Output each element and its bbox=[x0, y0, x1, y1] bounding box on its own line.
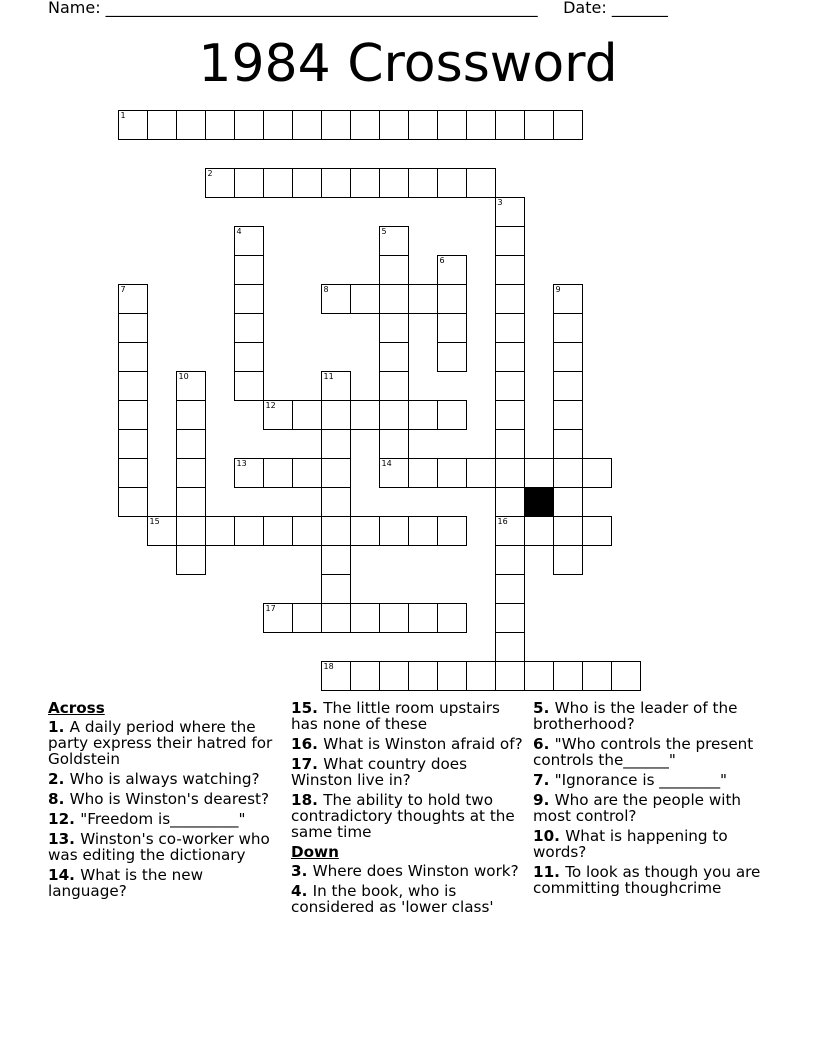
grid-cell[interactable] bbox=[437, 458, 467, 488]
grid-cell[interactable] bbox=[176, 371, 206, 401]
grid-cell[interactable] bbox=[379, 661, 409, 691]
grid-cell[interactable] bbox=[263, 110, 293, 140]
grid-cell[interactable] bbox=[582, 458, 612, 488]
grid-cell[interactable] bbox=[205, 516, 235, 546]
clue-num: 7. bbox=[533, 771, 555, 789]
grid-cell[interactable] bbox=[553, 661, 583, 691]
grid-cell[interactable] bbox=[321, 545, 351, 575]
grid-cell[interactable] bbox=[234, 255, 264, 285]
grid-cell[interactable] bbox=[582, 661, 612, 691]
grid-cell[interactable] bbox=[553, 342, 583, 372]
grid-cell[interactable] bbox=[234, 110, 264, 140]
grid-cell[interactable] bbox=[495, 255, 525, 285]
grid-cell[interactable] bbox=[263, 603, 293, 633]
across-heading: Across bbox=[48, 699, 105, 717]
clue-num: 18. bbox=[291, 791, 324, 809]
grid-cell[interactable] bbox=[292, 168, 322, 198]
grid-cell[interactable] bbox=[147, 110, 177, 140]
grid-cell[interactable] bbox=[379, 458, 409, 488]
clue-number: 12 bbox=[265, 400, 276, 410]
clue-text: The little room upstairs has none of these bbox=[291, 699, 500, 733]
grid-cell[interactable] bbox=[234, 313, 264, 343]
grid-cell[interactable] bbox=[437, 110, 467, 140]
grid-cell[interactable] bbox=[495, 574, 525, 604]
grid-cell[interactable] bbox=[437, 400, 467, 430]
grid-cell[interactable] bbox=[495, 313, 525, 343]
grid-cell[interactable] bbox=[408, 400, 438, 430]
grid-cell[interactable] bbox=[321, 371, 351, 401]
grid-cell[interactable] bbox=[408, 516, 438, 546]
grid-cell[interactable] bbox=[466, 661, 496, 691]
grid-block bbox=[524, 487, 554, 517]
grid-cell[interactable] bbox=[495, 429, 525, 459]
grid-cell[interactable] bbox=[263, 516, 293, 546]
clue bbox=[291, 792, 523, 840]
clue-text: "Freedom is_________" bbox=[80, 810, 246, 828]
clue bbox=[533, 736, 765, 768]
grid-cell[interactable] bbox=[118, 110, 148, 140]
clue-text: In the book, who is considered as 'lower class' bbox=[291, 882, 494, 916]
clue bbox=[48, 791, 280, 807]
grid-cell[interactable] bbox=[466, 168, 496, 198]
grid-cell[interactable] bbox=[495, 545, 525, 575]
clue-num: 16. bbox=[291, 735, 324, 753]
grid-cell[interactable] bbox=[466, 458, 496, 488]
grid-cell[interactable] bbox=[437, 284, 467, 314]
name-date-line: Name: ______________________________________________________ Date: _______ bbox=[48, 0, 668, 17]
clue-number: 8 bbox=[323, 284, 329, 294]
grid-cell[interactable] bbox=[437, 661, 467, 691]
clue-text: Who is Winston's dearest? bbox=[69, 790, 270, 808]
grid-cell[interactable] bbox=[321, 487, 351, 517]
across-clue-list-continued bbox=[291, 700, 523, 840]
clue-number: 9 bbox=[555, 284, 561, 294]
grid-cell[interactable] bbox=[379, 371, 409, 401]
grid-cell[interactable] bbox=[234, 168, 264, 198]
grid-cell[interactable] bbox=[553, 110, 583, 140]
grid-cell[interactable] bbox=[350, 168, 380, 198]
grid-cell[interactable] bbox=[495, 342, 525, 372]
clue-number: 2 bbox=[207, 168, 213, 178]
grid-cell[interactable] bbox=[292, 516, 322, 546]
grid-cell[interactable] bbox=[553, 313, 583, 343]
clue bbox=[48, 719, 280, 767]
grid-cell[interactable] bbox=[118, 487, 148, 517]
grid-cell[interactable] bbox=[234, 284, 264, 314]
grid-cell[interactable] bbox=[321, 458, 351, 488]
clue-number: 5 bbox=[381, 226, 387, 236]
grid-cell[interactable] bbox=[495, 632, 525, 662]
clue-text: Where does Winston work? bbox=[312, 862, 519, 880]
grid-cell[interactable] bbox=[379, 110, 409, 140]
grid-cell[interactable] bbox=[176, 458, 206, 488]
grid-cell[interactable] bbox=[495, 197, 525, 227]
clue bbox=[533, 700, 765, 732]
grid-cell[interactable] bbox=[321, 516, 351, 546]
grid-cell[interactable] bbox=[350, 284, 380, 314]
clue bbox=[533, 828, 765, 860]
grid-cell[interactable] bbox=[495, 284, 525, 314]
grid-cell[interactable] bbox=[176, 429, 206, 459]
clue-num: 17. bbox=[291, 755, 324, 773]
clue-num: 5. bbox=[533, 699, 555, 717]
clue-num: 9. bbox=[533, 791, 555, 809]
down-heading: Down bbox=[291, 843, 339, 861]
grid-cell[interactable] bbox=[524, 458, 554, 488]
grid-cell[interactable] bbox=[379, 400, 409, 430]
grid-cell[interactable] bbox=[118, 371, 148, 401]
grid-cell[interactable] bbox=[495, 661, 525, 691]
grid-cell[interactable] bbox=[495, 226, 525, 256]
clue bbox=[291, 700, 523, 732]
clue-number: 15 bbox=[149, 516, 160, 526]
grid-cell[interactable] bbox=[379, 168, 409, 198]
clue bbox=[48, 811, 280, 827]
clue-text: Winston's co-worker who was editing the dictionary bbox=[48, 830, 270, 864]
grid-cell[interactable] bbox=[350, 110, 380, 140]
grid-cell[interactable] bbox=[350, 603, 380, 633]
grid-cell[interactable] bbox=[321, 110, 351, 140]
clue bbox=[533, 772, 765, 788]
clue bbox=[48, 771, 280, 787]
grid-cell[interactable] bbox=[263, 458, 293, 488]
clue bbox=[291, 863, 523, 879]
grid-cell[interactable] bbox=[321, 168, 351, 198]
clue-text: The ability to hold two contradictory thoughts at the same time bbox=[291, 791, 515, 841]
grid-cell[interactable] bbox=[408, 603, 438, 633]
grid-cell[interactable] bbox=[408, 110, 438, 140]
grid-cell[interactable] bbox=[437, 342, 467, 372]
grid-cell[interactable] bbox=[408, 458, 438, 488]
clue bbox=[533, 864, 765, 896]
grid-cell[interactable] bbox=[292, 400, 322, 430]
clue-number: 4 bbox=[236, 226, 242, 236]
clue-num: 6. bbox=[533, 735, 555, 753]
grid-cell[interactable] bbox=[321, 574, 351, 604]
grid-cell[interactable] bbox=[553, 371, 583, 401]
clue-text: "Who controls the present controls the______" bbox=[533, 735, 754, 769]
clue bbox=[291, 736, 523, 752]
grid-cell[interactable] bbox=[234, 342, 264, 372]
grid-cell[interactable] bbox=[553, 458, 583, 488]
grid-cell[interactable] bbox=[408, 284, 438, 314]
grid-cell[interactable] bbox=[553, 516, 583, 546]
grid-cell[interactable] bbox=[147, 516, 177, 546]
grid-cell[interactable] bbox=[495, 487, 525, 517]
clue-num: 1. bbox=[48, 718, 70, 736]
clue-number: 7 bbox=[120, 284, 126, 294]
grid-cell[interactable] bbox=[437, 603, 467, 633]
grid-cell[interactable] bbox=[495, 603, 525, 633]
grid-cell[interactable] bbox=[553, 400, 583, 430]
grid-cell[interactable] bbox=[234, 226, 264, 256]
clue-text: What country does Winston live in? bbox=[291, 755, 468, 789]
grid-cell[interactable] bbox=[118, 429, 148, 459]
grid-cell[interactable] bbox=[321, 603, 351, 633]
grid-cell[interactable] bbox=[176, 110, 206, 140]
grid-cell[interactable] bbox=[350, 661, 380, 691]
clue bbox=[48, 867, 280, 899]
clue-number: 16 bbox=[497, 516, 508, 526]
clue bbox=[48, 831, 280, 863]
grid-cell[interactable] bbox=[234, 516, 264, 546]
clue-num: 11. bbox=[533, 863, 566, 881]
grid-cell[interactable] bbox=[437, 168, 467, 198]
grid-cell[interactable] bbox=[205, 110, 235, 140]
grid-cell[interactable] bbox=[176, 516, 206, 546]
grid-cell[interactable] bbox=[176, 487, 206, 517]
grid-cell[interactable] bbox=[437, 516, 467, 546]
clue-text: To look as though you are committing thoughcrime bbox=[533, 863, 761, 897]
grid-cell[interactable] bbox=[495, 371, 525, 401]
down-clue-list bbox=[291, 863, 523, 915]
clue bbox=[291, 883, 523, 915]
grid-cell[interactable] bbox=[234, 458, 264, 488]
grid-cell[interactable] bbox=[234, 371, 264, 401]
grid-cell[interactable] bbox=[379, 313, 409, 343]
clue-num: 4. bbox=[291, 882, 313, 900]
grid-cell[interactable] bbox=[321, 661, 351, 691]
clue bbox=[533, 792, 765, 824]
clue-num: 12. bbox=[48, 810, 81, 828]
clue-text: What is happening to words? bbox=[533, 827, 728, 861]
clue-number: 3 bbox=[497, 197, 503, 207]
grid-cell[interactable] bbox=[118, 458, 148, 488]
clue-text: Who is always watching? bbox=[69, 770, 260, 788]
clues-column-1 bbox=[48, 700, 280, 903]
grid-cell[interactable] bbox=[321, 429, 351, 459]
clue-number: 6 bbox=[439, 255, 445, 265]
grid-cell[interactable] bbox=[379, 516, 409, 546]
grid-cell[interactable] bbox=[379, 226, 409, 256]
grid-cell[interactable] bbox=[437, 313, 467, 343]
grid-cell[interactable] bbox=[118, 313, 148, 343]
clue-num: 15. bbox=[291, 699, 324, 717]
grid-cell[interactable] bbox=[582, 516, 612, 546]
clue-num: 13. bbox=[48, 830, 81, 848]
clues-column-2 bbox=[291, 700, 523, 919]
clue-text: "Ignorance is ________" bbox=[554, 771, 728, 789]
grid-cell[interactable] bbox=[611, 661, 641, 691]
clue-num: 8. bbox=[48, 790, 70, 808]
grid-cell[interactable] bbox=[495, 400, 525, 430]
grid-cell[interactable] bbox=[350, 516, 380, 546]
grid-cell[interactable] bbox=[553, 487, 583, 517]
grid-cell[interactable] bbox=[379, 255, 409, 285]
clue-number: 17 bbox=[265, 603, 276, 613]
grid-cell[interactable] bbox=[495, 516, 525, 546]
grid-cell[interactable] bbox=[292, 603, 322, 633]
clue-text: What is Winston afraid of? bbox=[323, 735, 523, 753]
grid-cell[interactable] bbox=[118, 400, 148, 430]
grid-cell[interactable] bbox=[553, 545, 583, 575]
clue-text: A daily period where the party express their hatred for Goldstein bbox=[48, 718, 273, 768]
clue-number: 11 bbox=[323, 371, 334, 381]
clue-number: 1 bbox=[120, 110, 126, 120]
clue-num: 2. bbox=[48, 770, 70, 788]
grid-cell[interactable] bbox=[495, 110, 525, 140]
across-clue-list bbox=[48, 719, 280, 899]
down-clue-list-continued bbox=[533, 700, 765, 896]
grid-cell[interactable] bbox=[553, 429, 583, 459]
clue bbox=[291, 756, 523, 788]
clue-num: 3. bbox=[291, 862, 313, 880]
clue-number: 13 bbox=[236, 458, 247, 468]
grid-cell[interactable] bbox=[176, 400, 206, 430]
grid-cell[interactable] bbox=[292, 110, 322, 140]
grid-cell[interactable] bbox=[437, 255, 467, 285]
grid-cell[interactable] bbox=[524, 516, 554, 546]
clue-num: 10. bbox=[533, 827, 566, 845]
grid-cell[interactable] bbox=[524, 110, 554, 140]
grid-cell[interactable] bbox=[379, 342, 409, 372]
grid-cell[interactable] bbox=[321, 284, 351, 314]
grid-cell[interactable] bbox=[524, 661, 554, 691]
page-title: 1984 Crossword bbox=[198, 34, 618, 94]
grid-cell[interactable] bbox=[350, 400, 380, 430]
grid-cell[interactable] bbox=[321, 400, 351, 430]
grid-cell[interactable] bbox=[379, 429, 409, 459]
clue-text: Who are the people with most control? bbox=[533, 791, 742, 825]
grid-cell[interactable] bbox=[176, 545, 206, 575]
clue-number: 10 bbox=[178, 371, 189, 381]
grid-cell[interactable] bbox=[408, 168, 438, 198]
clue-number: 18 bbox=[323, 661, 334, 671]
grid-cell[interactable] bbox=[263, 400, 293, 430]
grid-cell[interactable] bbox=[118, 342, 148, 372]
clue-number: 14 bbox=[381, 458, 392, 468]
grid-cell[interactable] bbox=[379, 284, 409, 314]
grid-cell[interactable] bbox=[205, 168, 235, 198]
clue-text: Who is the leader of the brotherhood? bbox=[533, 699, 738, 733]
grid-cell[interactable] bbox=[408, 661, 438, 691]
grid-cell[interactable] bbox=[379, 603, 409, 633]
grid-cell[interactable] bbox=[292, 458, 322, 488]
grid-cell[interactable] bbox=[263, 168, 293, 198]
grid-cell[interactable] bbox=[466, 110, 496, 140]
clue-num: 14. bbox=[48, 866, 81, 884]
grid-cell[interactable] bbox=[553, 284, 583, 314]
clues-column-3 bbox=[533, 700, 765, 900]
clue-text: What is the new language? bbox=[48, 866, 204, 900]
grid-cell[interactable] bbox=[495, 458, 525, 488]
grid-cell[interactable] bbox=[118, 284, 148, 314]
